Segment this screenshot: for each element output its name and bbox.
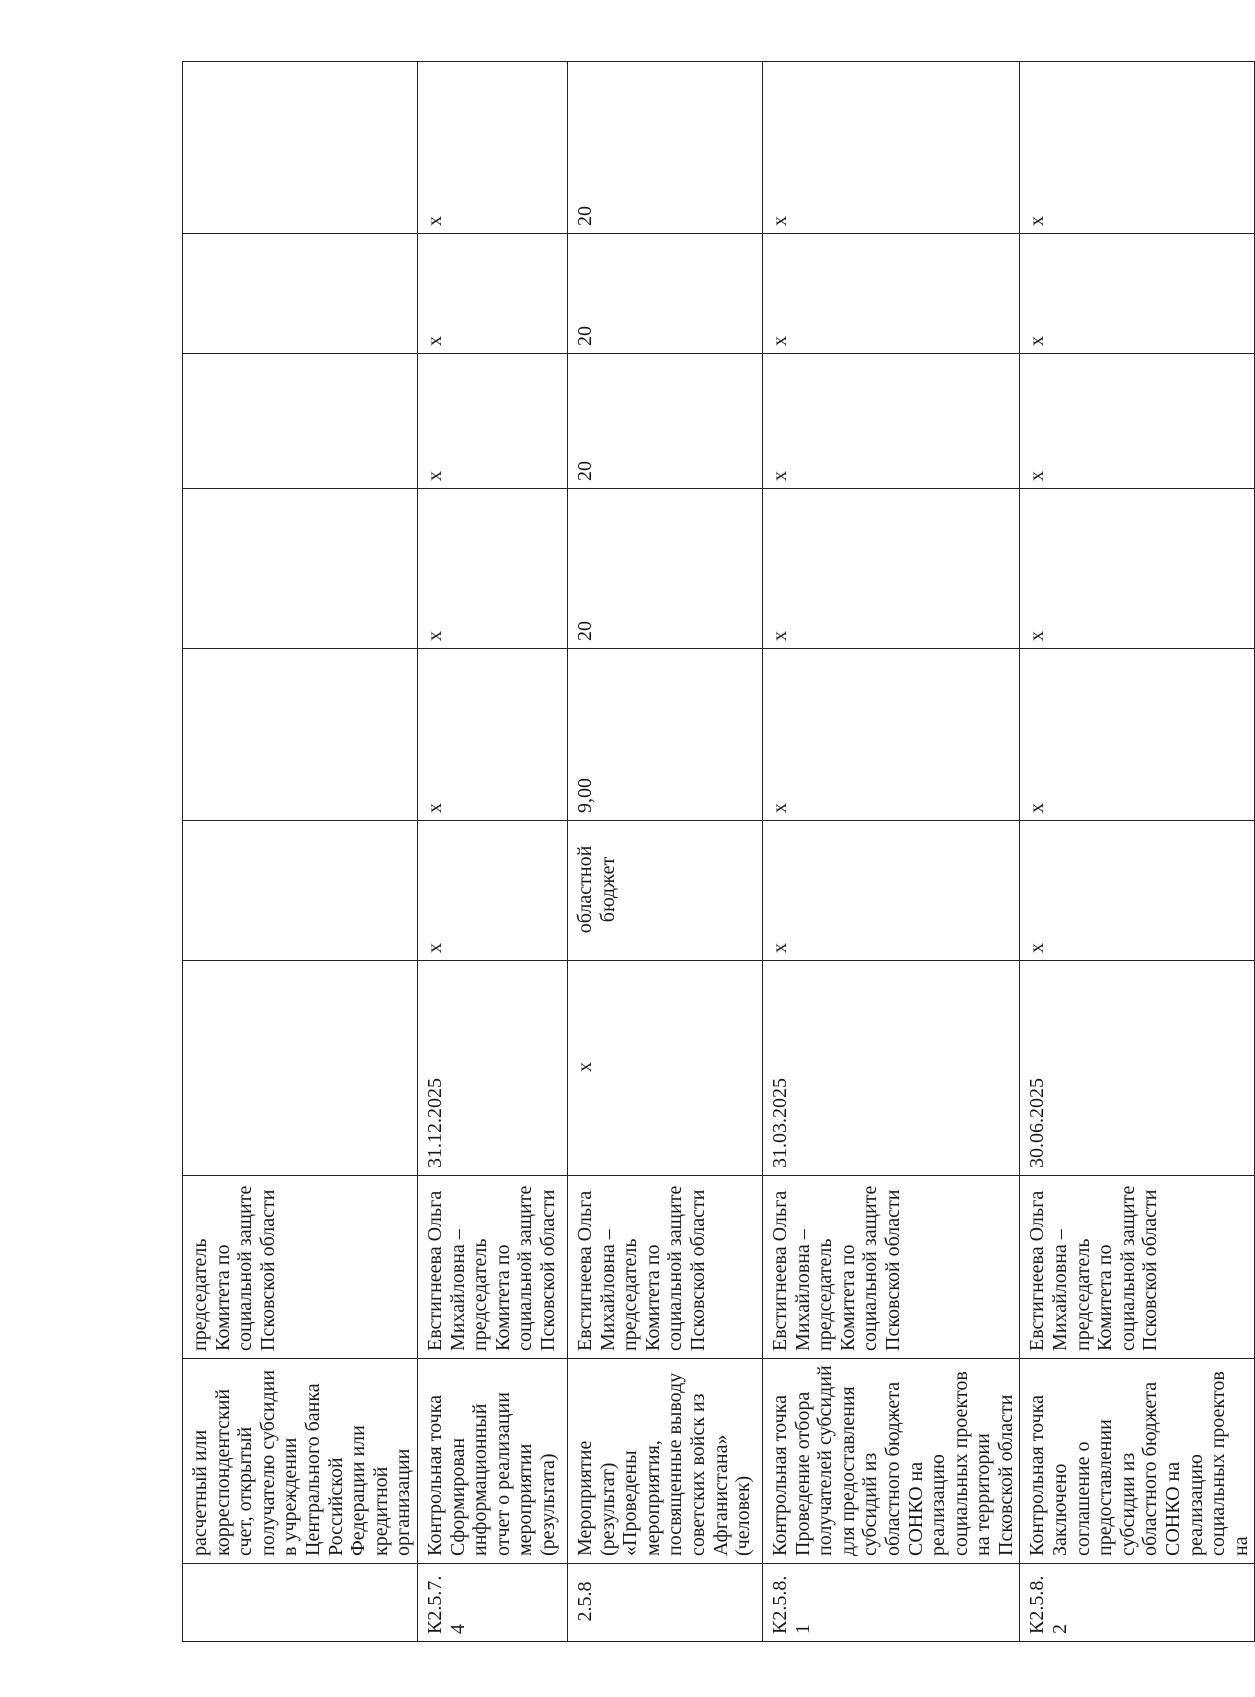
row-year-4: х: [762, 62, 1020, 234]
row-year-3: х: [1020, 234, 1255, 354]
row-year-2: х: [417, 354, 567, 489]
table-row: [417, 62, 567, 1642]
row-year-1: х: [1020, 489, 1255, 649]
row-year-2: х: [762, 354, 1020, 489]
row-year-2: х: [1020, 354, 1255, 489]
row-year-1: [183, 489, 418, 649]
row-code: 2.5.8: [567, 1564, 762, 1642]
row-name: Контрольная точка Заключено соглашение о предоставлении субсидии из областного бюджета СОНКО на реализацию социальных проектов на: [1020, 1359, 1255, 1564]
row-year-4: 20: [567, 62, 762, 234]
row-date: 31.03.2025: [762, 961, 1020, 1176]
row-code: К2.5.8.1: [762, 1564, 1020, 1642]
row-date: 31.12.2025: [417, 961, 567, 1176]
row-year-4: х: [1020, 62, 1255, 234]
row-year-3: х: [762, 234, 1020, 354]
row-year-4: [183, 62, 418, 234]
row-responsible: Евстигнеева Ольга Михайловна – председатель Комитета по социальной защите Псковской области: [417, 1176, 567, 1359]
row-responsible: Евстигнеева Ольга Михайловна – председатель Комитета по социальной защите Псковской области: [567, 1176, 762, 1359]
row-date: 30.06.2025: [1020, 961, 1255, 1176]
row-year-1: х: [417, 489, 567, 649]
row-total: [183, 649, 418, 821]
row-responsible: Евстигнеева Ольга Михайловна – председатель Комитета по социальной защите Псковской области: [762, 1176, 1020, 1359]
row-name: Контрольная точка Сформирован информационный отчет о реализации мероприятии (результата): [417, 1359, 567, 1564]
row-source: [183, 821, 418, 961]
row-year-3: х: [417, 234, 567, 354]
row-code: [183, 1564, 418, 1642]
table-row: [567, 62, 762, 1642]
row-source: х: [417, 821, 567, 961]
row-source: х: [1020, 821, 1255, 961]
row-year-3: 20: [567, 234, 762, 354]
row-year-1: 20: [567, 489, 762, 649]
row-year-1: х: [762, 489, 1020, 649]
table-row: [183, 62, 418, 1642]
row-source: областной бюджет: [567, 821, 762, 961]
row-total: х: [417, 649, 567, 821]
row-name: Мероприятие (результат) «Проведены мероприятия, посвященные выводу советских войск из Афганистана» (человек): [567, 1359, 762, 1564]
row-date: х: [567, 961, 762, 1176]
table-row: [762, 62, 1020, 1642]
row-total: 9,00: [567, 649, 762, 821]
row-total: х: [762, 649, 1020, 821]
rotated-table-container: [182, 62, 1252, 1642]
row-code: К2.5.8.2: [1020, 1564, 1255, 1642]
row-year-4: х: [417, 62, 567, 234]
row-year-2: [183, 354, 418, 489]
plan-table: [182, 61, 1255, 1642]
row-responsible: председатель Комитета по социальной защите Псковской области: [183, 1176, 418, 1359]
row-code: К2.5.7.4: [417, 1564, 567, 1642]
row-name: Контрольная точка Проведение отбора получателей субсидий для предоставления субсидий из областного бюджета СОНКО на реализацию социальных проектов на территории Псковской области: [762, 1359, 1020, 1564]
row-year-3: [183, 234, 418, 354]
table-row: [1020, 62, 1255, 1642]
row-total: х: [1020, 649, 1255, 821]
row-date: [183, 961, 418, 1176]
row-name: расчетный или корреспондентский счет, открытый получателю субсидии в учреждении Центрального банка Российской Федерации или кредитной организации: [183, 1359, 418, 1564]
row-responsible: Евстигнеева Ольга Михайловна – председатель Комитета по социальной защите Псковской области: [1020, 1176, 1255, 1359]
row-source: х: [762, 821, 1020, 961]
row-year-2: 20: [567, 354, 762, 489]
